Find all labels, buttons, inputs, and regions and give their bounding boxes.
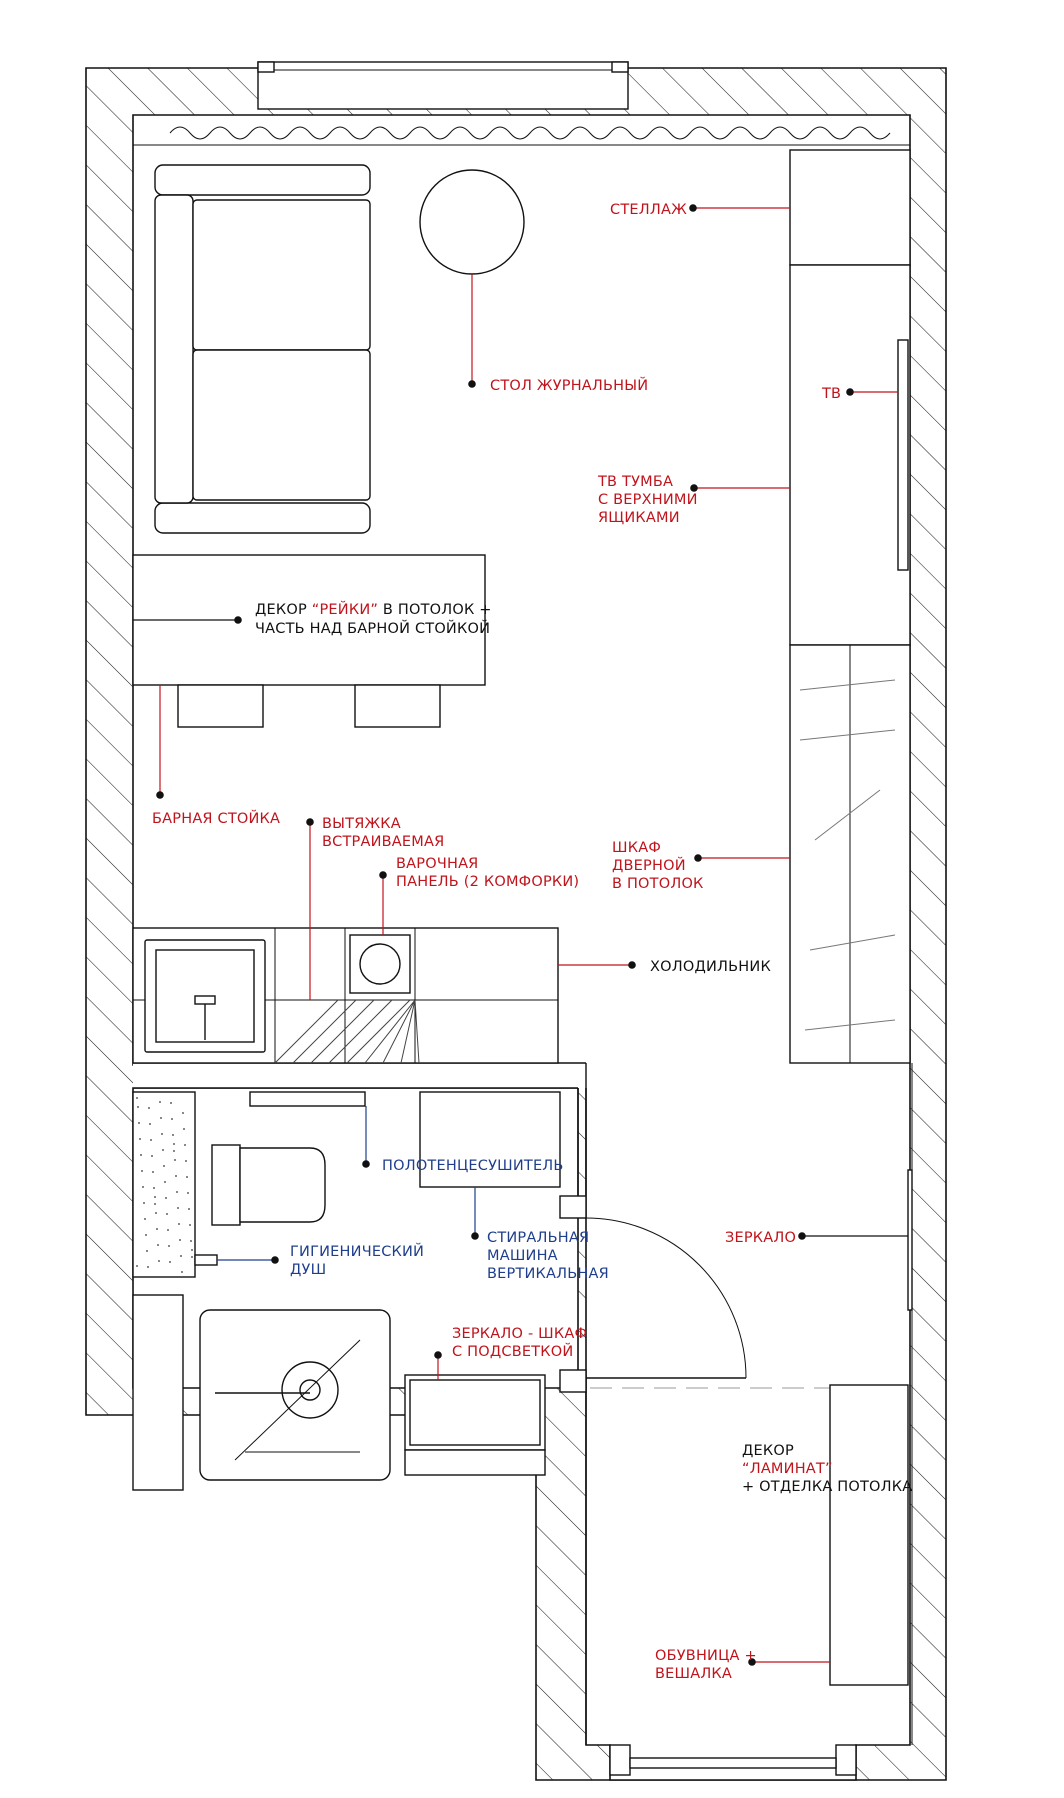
stellazh-dot: [689, 204, 697, 212]
wardrobe-line-1: ШКАФ: [612, 840, 662, 856]
stone-speck: [174, 1159, 176, 1161]
bar-counter-dot: [156, 791, 164, 799]
stone-speck: [137, 1106, 139, 1108]
stone-speck: [156, 1228, 158, 1230]
washer-line-1: СТИРАЛЬНАЯ: [487, 1230, 590, 1246]
stone-speck: [167, 1229, 169, 1231]
sofa-back: [155, 195, 193, 503]
cooktop-burner: [360, 944, 400, 984]
stone-speck: [139, 1138, 141, 1140]
wardrobe-dot: [694, 854, 702, 862]
ceiling-decor-dot: [234, 616, 242, 624]
hood-line-1: ВЫТЯЖКА: [322, 816, 401, 832]
stone-speck: [169, 1261, 171, 1263]
stone-speck: [145, 1234, 147, 1236]
tv-stand-line-3: ЯЩИКАМИ: [598, 510, 680, 526]
stone-speck: [179, 1239, 181, 1241]
stone-speck: [185, 1160, 187, 1162]
hood-line-2: ВСТРАИВАЕМАЯ: [322, 834, 445, 850]
stone-speck: [184, 1144, 186, 1146]
sofa-cushion-2: [193, 350, 370, 500]
stone-speck: [173, 1150, 175, 1152]
towel-dryer-label: ПОЛОТЕНЦЕСУШИТЕЛЬ: [382, 1158, 564, 1174]
tv-label: ТВ: [822, 386, 842, 402]
bar-counter-label: БАРНАЯ СТОЙКА: [152, 811, 281, 827]
shower-side-panel: [133, 1295, 183, 1490]
stone-speck: [157, 1244, 159, 1246]
window-jamb-right: [612, 62, 628, 72]
stone-speck: [155, 1212, 157, 1214]
stone-speck: [191, 1256, 193, 1258]
stone-speck: [153, 1187, 155, 1189]
vanity-front: [405, 1450, 545, 1475]
hygienic-shower-dot: [271, 1256, 279, 1264]
stone-speck: [142, 1186, 144, 1188]
window-jamb-left: [258, 62, 274, 72]
faucet-head: [195, 996, 215, 1004]
ceiling-decor-line-1-b: В ПОТОЛОК +: [378, 602, 492, 618]
sofa-cushion-1: [193, 200, 370, 350]
entrance-jamb-right: [836, 1745, 856, 1775]
kitchen-bath-partition: [133, 1063, 588, 1088]
shoe-rack: [830, 1385, 908, 1685]
tv-stand-dot: [690, 484, 698, 492]
stone-speck: [181, 1271, 183, 1273]
laminate-decor-line-2: “ЛАМИНАТ”: [742, 1461, 833, 1477]
hygienic-shower: [195, 1255, 217, 1265]
window-frame: [258, 62, 628, 109]
stone-speck: [151, 1155, 153, 1157]
washer-line-2: МАШИНА: [487, 1248, 558, 1264]
stone-speck: [154, 1203, 156, 1205]
hygienic-shower-line-2: ДУШ: [290, 1262, 327, 1278]
hood-dot: [306, 818, 314, 826]
sofa-armrest-top: [155, 165, 370, 195]
stone-speck: [160, 1117, 162, 1119]
fridge-dot: [628, 961, 636, 969]
stone-speck: [159, 1101, 161, 1103]
stone-speck: [154, 1196, 156, 1198]
stone-speck: [136, 1097, 138, 1099]
toilet-bowl: [240, 1148, 325, 1222]
mirror-label: ЗЕРКАЛО: [725, 1230, 797, 1246]
shoe-rack-line-1: ОБУВНИЦА +: [655, 1648, 757, 1664]
stone-speck: [168, 1245, 170, 1247]
door-jamb-top: [560, 1196, 586, 1218]
stone-speck: [176, 1191, 178, 1193]
coffee-table-label: СТОЛ ЖУРНАЛЬНЫЙ: [490, 378, 649, 394]
stone-speck: [143, 1202, 145, 1204]
washer-line-3: ВЕРТИКАЛЬНАЯ: [487, 1266, 609, 1282]
stone-speck: [165, 1197, 167, 1199]
stone-speck: [136, 1265, 138, 1267]
entrance-jamb-left: [610, 1745, 630, 1775]
stone-speck: [188, 1208, 190, 1210]
cooktop-dot: [379, 871, 387, 879]
tv-stand: [790, 265, 910, 645]
stone-speck: [138, 1122, 140, 1124]
stone-speck: [150, 1139, 152, 1141]
shower-drain: [300, 1380, 320, 1400]
coffee-table: [420, 170, 524, 274]
stone-speck: [141, 1170, 143, 1172]
towel-dryer: [250, 1092, 365, 1106]
towel-dryer-dot: [362, 1160, 370, 1168]
stone-speck: [180, 1255, 182, 1257]
hall-mirror: [908, 1170, 912, 1310]
wardrobe-line-2: ДВЕРНОЙ: [612, 858, 686, 874]
stone-speck: [178, 1223, 180, 1225]
stone-speck: [170, 1102, 172, 1104]
stone-speck: [173, 1143, 175, 1145]
stone-speck: [164, 1181, 166, 1183]
stone-speck: [162, 1149, 164, 1151]
tv-dot: [846, 388, 854, 396]
cooktop-line-2: ПАНЕЛЬ (2 КОМФОРКИ): [396, 874, 580, 890]
ceiling-decor-quote: “РЕЙКИ”: [311, 602, 379, 618]
stone-speck: [152, 1171, 154, 1173]
stone-speck: [163, 1165, 165, 1167]
bar-stool-2: [355, 685, 440, 727]
bar-stool-1: [178, 685, 263, 727]
stone-speck: [177, 1207, 179, 1209]
tv-stand-line-2: С ВЕРХНИМИ: [598, 492, 698, 508]
stone-speck: [161, 1133, 163, 1135]
ceiling-decor-line-2: ЧАСТЬ НАД БАРНОЙ СТОЙКОЙ: [255, 621, 491, 637]
tv-stand-line-1: ТВ ТУМБА: [598, 474, 674, 490]
cooktop-line-1: ВАРОЧНАЯ: [396, 856, 479, 872]
stone-speck: [189, 1224, 191, 1226]
stone-speck: [191, 1249, 193, 1251]
mirror-cabinet-line-1: ЗЕРКАЛО - ШКАФ: [452, 1326, 588, 1342]
door-jamb-bottom: [560, 1370, 586, 1392]
tv-panel: [898, 340, 908, 570]
shoe-rack-line-2: ВЕШАЛКА: [655, 1666, 733, 1682]
mirror-cabinet-dot: [434, 1351, 442, 1359]
stone-speck: [144, 1218, 146, 1220]
entrance-threshold: [630, 1758, 836, 1768]
stone-speck: [183, 1128, 185, 1130]
hygienic-shower-line-1: ГИГИЕНИЧЕСКИЙ: [290, 1244, 425, 1260]
shelving-unit: [790, 150, 910, 265]
stone-speck: [175, 1175, 177, 1177]
stone-speck: [166, 1213, 168, 1215]
fridge-label: ХОЛОДИЛЬНИК: [650, 959, 771, 975]
toilet-tank: [212, 1145, 240, 1225]
stone-speck: [187, 1192, 189, 1194]
stone-speck: [149, 1123, 151, 1125]
mirror-dot: [798, 1232, 806, 1240]
sink-basin: [410, 1380, 540, 1445]
stone-speck: [171, 1118, 173, 1120]
stone-speck: [146, 1250, 148, 1252]
stellazh-label: СТЕЛЛАЖ: [610, 202, 687, 218]
ceiling-decor-line-1-a: ДЕКОР: [255, 602, 312, 618]
stone-speck: [148, 1107, 150, 1109]
stone-speck: [186, 1176, 188, 1178]
stone-speck: [140, 1154, 142, 1156]
stone-speck: [182, 1112, 184, 1114]
washer-dot: [471, 1232, 479, 1240]
ceiling-decor-line-1: [255, 600, 492, 618]
stone-panel: [133, 1092, 195, 1277]
laminate-decor-line-1: ДЕКОР: [742, 1443, 794, 1459]
laminate-decor-line-3: + ОТДЕЛКА ПОТОЛКА: [742, 1479, 913, 1495]
sofa-armrest-bottom: [155, 503, 370, 533]
stone-speck: [147, 1266, 149, 1268]
mirror-cabinet-line-2: С ПОДСВЕТКОЙ: [452, 1344, 574, 1360]
stone-speck: [172, 1134, 174, 1136]
coffee-table-dot: [468, 380, 476, 388]
wardrobe-line-3: В ПОТОЛОК: [612, 876, 704, 892]
stone-speck: [190, 1240, 192, 1242]
stone-speck: [158, 1260, 160, 1262]
